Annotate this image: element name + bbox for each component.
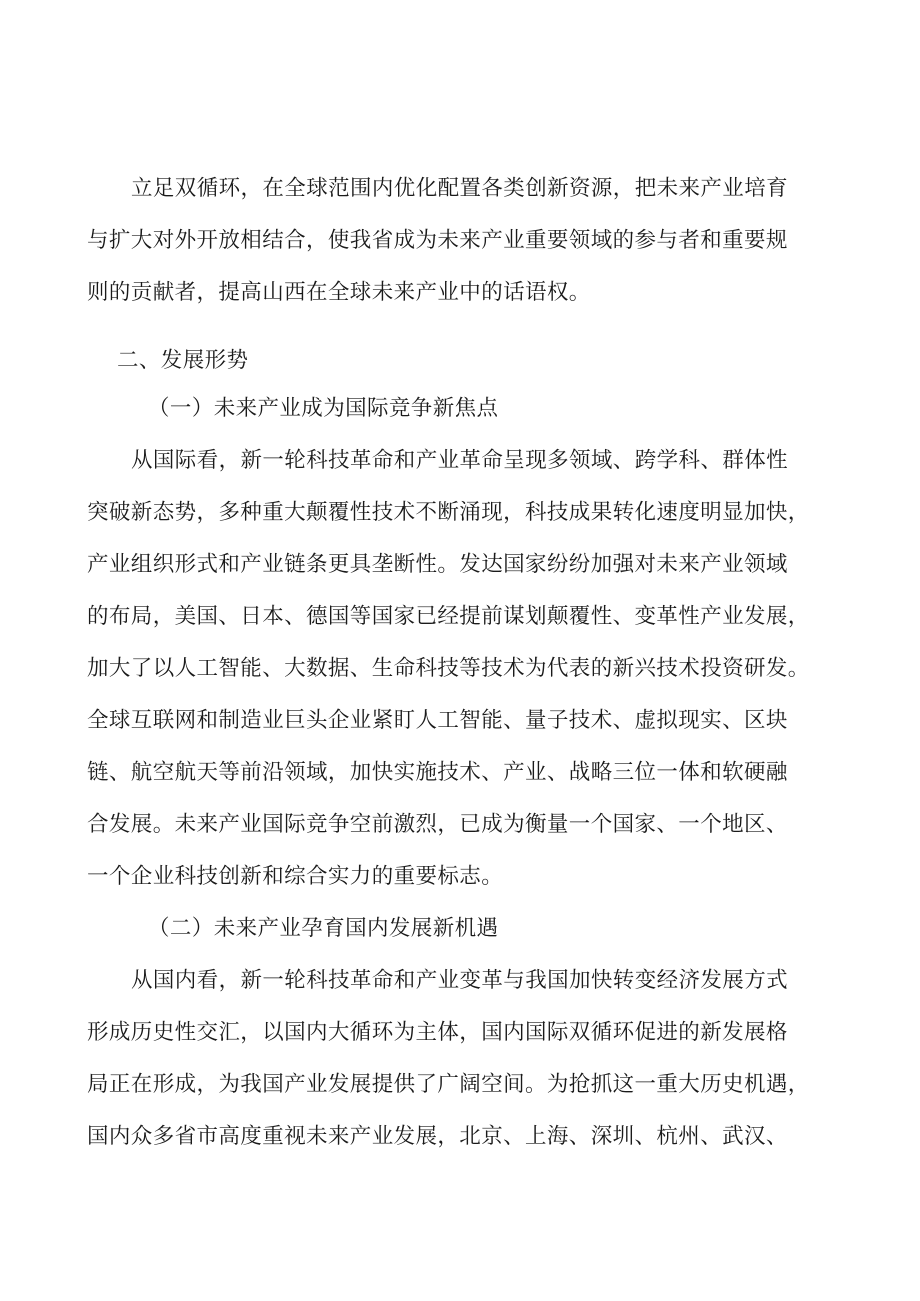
paragraph-line: 局正在形成，为我国产业发展提供了广阔空间。为抢抓这一重大历史机遇， (87, 1072, 810, 1097)
paragraph-line: 形成历史性交汇，以国内大循环为主体，国内国际双循环促进的新发展格 (87, 1020, 788, 1045)
paragraph-line: 链、航空航天等前沿领域，加快实施技术、产业、战略三位一体和软硬融 (87, 760, 788, 785)
paragraph-line: 加大了以人工智能、大数据、生命科技等技术为代表的新兴技术投资研发。 (87, 656, 810, 681)
paragraph-line: 从国际看，新一轮科技革命和产业革命呈现多领域、跨学科、群体性 (131, 448, 789, 473)
paragraph-line: 产业组织形式和产业链条更具垄断性。发达国家纷纷加强对未来产业领域 (87, 552, 788, 577)
paragraph-line: 立足双循环，在全球范围内优化配置各类创新资源，把未来产业培育 (131, 176, 789, 201)
paragraph-line: 一个企业科技创新和综合实力的重要标志。 (87, 864, 504, 889)
paragraph-line: 的布局，美国、日本、德国等国家已经提前谋划颠覆性、变革性产业发展， (87, 604, 810, 629)
subsection-heading: （一）未来产业成为国际竞争新焦点 (148, 396, 499, 421)
section-heading: 二、发展形势 (117, 348, 249, 373)
paragraph-line: 全球互联网和制造业巨头企业紧盯人工智能、量子技术、虚拟现实、区块 (87, 708, 788, 733)
paragraph-line: 与扩大对外开放相结合，使我省成为未来产业重要领域的参与者和重要规 (87, 228, 788, 253)
paragraph-line: 国内众多省市高度重视未来产业发展，北京、上海、深圳、杭州、武汉、 (87, 1124, 788, 1149)
paragraph-line: 从国内看，新一轮科技革命和产业变革与我国加快转变经济发展方式 (131, 968, 789, 993)
paragraph-line: 突破新态势，多种重大颠覆性技术不断涌现，科技成果转化速度明显加快， (87, 500, 810, 525)
paragraph-line: 合发展。未来产业国际竞争空前激烈，已成为衡量一个国家、一个地区、 (87, 812, 788, 837)
subsection-heading: （二）未来产业孕育国内发展新机遇 (148, 916, 499, 941)
paragraph-line: 则的贡献者，提高山西在全球未来产业中的话语权。 (87, 280, 591, 305)
